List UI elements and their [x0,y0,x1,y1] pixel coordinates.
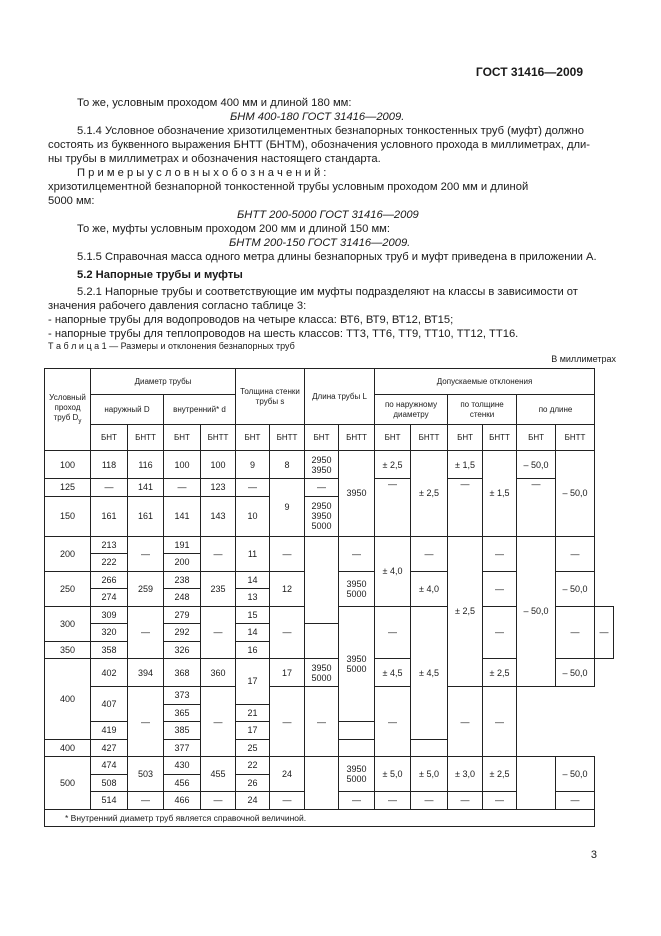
document-header: ГОСТ 31416—2009 [475,65,583,79]
designation-example: БНТТ 200-5000 ГОСТ 31416—2009 [237,209,419,221]
table-cell: 248 [164,589,201,607]
table-cell: 200 [45,536,91,571]
header-nominal-bore: Условный проход труб $D_у$ [45,369,91,451]
table-cell: 350 [45,641,91,659]
table-footnote: * Внутренний диаметр труб является справочной величиной. [45,809,595,826]
section-heading-5-2: 5.2 Напорные трубы и муфты [77,269,243,281]
header-bnt: БНТ [375,425,411,451]
table-cell: — [483,606,517,659]
table-cell: 213 [91,536,128,554]
table-cell: 419 [91,722,128,740]
header-wall-thickness: Толщина стенки трубы s [236,369,305,425]
table-cell: – 50,0 [556,757,595,792]
table-cell: 400 [45,659,91,740]
table-cell: — [91,479,128,497]
table-cell: 21 [236,704,270,722]
header-inner: внутренний* d [164,395,236,425]
table-cell: — [128,536,164,571]
table-cell: 368 [164,659,201,687]
table-cell: 24 [236,792,270,810]
table-cell: — [339,536,375,571]
table-cell: 250 [45,571,91,606]
table-cell: 402 [91,659,128,687]
table-cell: 3950 5000 [339,757,375,792]
table-cell [305,757,339,810]
header-bnt: БНТ [448,425,483,451]
table-cell: 279 [164,606,201,624]
table-cell: ± 5,0 [375,757,411,792]
header-pipe-length: Длина трубы L [305,369,375,425]
table-cell: — [201,687,236,757]
table-cell: – 50,0 [517,451,556,479]
table-cell: 141 [164,496,201,536]
table-cell: — [595,606,614,659]
table-cell: 12 [270,571,305,606]
table-cell: — [164,479,201,497]
table-cell: 116 [128,451,164,479]
table-cell: — [375,792,411,810]
header-bntt: БНТТ [483,425,517,451]
designation-example: БНТМ 200-150 ГОСТ 31416—2009. [229,237,411,249]
header-bnt: БНТ [91,425,128,451]
table-caption: Т а б л и ц а 1 — Размеры и отклонения безнапорных труб [48,341,295,351]
table-cell: 143 [201,496,236,536]
table-cell: — [305,479,339,497]
header-bntt: БНТТ [128,425,164,451]
table-cell: 259 [128,571,164,606]
table-cell: – 50,0 [517,536,556,687]
paragraph-line: ны трубы в миллиметрах и обозначения настоящего стандарта. [48,153,381,165]
table-cell: 14 [236,571,270,589]
table-cell: 26 [236,774,270,792]
paragraph-line: То же, условным проходом 400 мм и длиной 180 мм: [77,97,352,109]
header-bntt: БНТТ [339,425,375,451]
table-cell [339,739,375,757]
list-item: - напорные трубы для водопроводов на четыре класса: ВТ6, ВТ9, ВТ12, ВТ15; [48,314,454,326]
table-cell: — [483,792,517,810]
table-cell: — [411,536,448,571]
table-cell: — [375,687,411,757]
table-cell: 13 [236,589,270,607]
table-cell: 100 [164,451,201,479]
header-tolerances: Допускаемые отклонения [375,369,595,395]
pipe-dimensions-table [44,368,614,827]
table-cell: — [339,792,375,810]
table-cell: 200 [164,554,201,572]
table-cell: 10 [236,496,270,536]
header-tol-length: по длине [517,395,595,425]
table-cell: 118 [91,451,128,479]
table-cell: ± 2,5 [411,451,448,537]
header-tol-outer: по наружному диаметру [375,395,448,425]
table-cell: – 50,0 [556,659,595,687]
paragraph-line: хризотилцементной безнапорной тонкостенной трубы условным проходом 200 мм и длиной [48,181,529,193]
examples-heading: П р и м е р ы у с л о в н ы х о б о з н а ч е н и й : [77,167,327,179]
table-cell: — [270,687,305,757]
table-cell: 123 [201,479,236,497]
table-cell: 385 [164,722,201,740]
table-cell: — [305,687,339,757]
table-cell: 430 [164,757,201,775]
table-cell: 358 [91,641,128,659]
table-cell: — [411,792,448,810]
table-cell: — [448,479,483,537]
table-cell: 11 [236,536,270,571]
table-cell: 15 [236,606,270,624]
table-cell: 377 [164,739,201,757]
table-cell: 407 [91,687,128,722]
clause-5-1-5: 5.1.5 Справочная масса одного метра длины безнапорных труб и муфт приведена в приложении А. [77,251,597,263]
table-cell: — [201,792,236,810]
table-units: В миллиметрах [551,354,616,364]
table-cell: 17 [236,722,270,740]
table-cell: — [483,536,517,571]
table-cell: 16 [236,641,270,659]
table-cell: — [375,479,411,537]
table-cell: — [448,687,483,757]
table-cell: — [556,536,595,571]
table-cell: 238 [164,571,201,589]
table-cell: — [201,606,236,659]
table-cell: – 50,0 [556,451,595,537]
table-cell: 161 [128,496,164,536]
table-cell: 508 [91,774,128,792]
table-cell: — [448,792,483,810]
table-cell: — [128,792,164,810]
table-cell: ± 1,5 [483,451,517,537]
paragraph-line: значения рабочего давления согласно таблице 3: [48,300,307,312]
list-item: - напорные трубы для теплопроводов на шесть классов: ТТ3, ТТ6, ТТ9, ТТ10, ТТ12, ТТ16. [48,328,519,340]
table-cell: 24 [270,757,305,792]
table-cell: 274 [91,589,128,607]
table-cell: 466 [164,792,201,810]
table-cell: 3950 [339,451,375,537]
paragraph-line: состоять из буквенного выражения БНТТ (БНТМ), обозначения условного прохода в миллиметрах, дли- [48,139,590,151]
table-cell: ± 2,5 [448,536,483,687]
table-cell: 235 [201,571,236,606]
table-cell: 25 [236,739,270,757]
table-cell: 9 [236,451,270,479]
table-cell: ± 1,5 [448,451,483,479]
table-cell: ± 2,5 [375,451,411,479]
header-bnt: БНТ [305,425,339,451]
table-cell: 292 [164,624,201,642]
header-bntt: БНТТ [270,425,305,451]
table-cell: — [517,479,556,537]
table-cell: 141 [128,479,164,497]
table-cell: — [556,606,595,659]
table-cell: — [556,792,595,810]
table-cell: 8 [270,451,305,479]
table-cell: ± 5,0 [411,757,448,792]
table-cell: 320 [91,624,128,642]
table-cell: 503 [128,757,164,792]
table-cell: — [270,792,305,810]
header-bntt: БНТТ [201,425,236,451]
designation-example: БНМ 400-180 ГОСТ 31416—2009. [230,111,405,123]
table-cell: – 50,0 [556,571,595,606]
table-cell: 514 [91,792,128,810]
table-cell: 14 [236,624,270,642]
table-cell: — [236,479,270,497]
page-number: 3 [590,849,597,861]
table-cell: ± 4,0 [411,571,448,606]
table-cell: — [128,606,164,659]
table-cell: ± 4,0 [375,536,411,606]
table-cell: 9 [270,479,305,537]
table-cell: ± 2,5 [483,659,517,687]
table-cell: 3950 5000 [339,606,375,722]
header-bntt: БНТТ [556,425,595,451]
table-cell: 150 [45,496,91,536]
table-cell: ± 3,0 [448,757,483,792]
table-cell: 309 [91,606,128,624]
table-cell: 3950 5000 [305,659,339,687]
table-cell: 427 [91,739,128,757]
table-cell: — [483,571,517,606]
header-bnt: БНТ [164,425,201,451]
header-outer: наружный D [91,395,164,425]
table-cell: ± 2,5 [483,757,517,792]
table-cell: 300 [45,606,91,641]
header-pipe-diameter: Диаметр трубы [91,369,236,395]
table-cell [517,757,556,810]
table-cell: 3950 5000 [339,571,375,606]
table-cell: — [128,687,164,757]
table-cell: 100 [201,451,236,479]
table-cell: — [483,687,517,757]
table-cell: 17 [236,659,270,705]
clause-5-1-4: 5.1.4 Условное обозначение хризотилцементных безнапорных тонкостенных труб (муфт) должно [77,125,584,137]
table-cell: 400 [45,739,91,757]
table-cell: 2950 3950 5000 [305,496,339,536]
table-cell: — [270,536,305,571]
table-cell: ± 4,5 [411,606,448,739]
table-cell: 373 [164,687,201,705]
clause-5-2-1: 5.2.1 Напорные трубы и соответствующие им муфты подразделяют на классы в зависимости от [77,286,578,298]
paragraph-line: 5000 мм: [48,195,95,207]
table-cell: 161 [91,496,128,536]
table-cell: 474 [91,757,128,775]
table-cell: ± 4,5 [375,659,411,687]
table-cell: 365 [164,704,201,722]
table-cell: 2950 3950 [305,451,339,479]
table-cell: 326 [164,641,201,659]
table-cell: 100 [45,451,91,479]
table-cell: — [201,536,236,571]
table-cell: 360 [201,659,236,687]
table-cell: 266 [91,571,128,589]
table-cell: 500 [45,757,91,810]
table-cell: 394 [128,659,164,687]
table-cell: 125 [45,479,91,497]
header-tol-wall: по толщине стенки [448,395,517,425]
table-cell: 191 [164,536,201,554]
table-cell: 17 [270,659,305,687]
table-cell: 22 [236,757,270,775]
table-cell [305,536,339,624]
paragraph-line: То же, муфты условным проходом 200 мм и длиной 150 мм: [77,223,390,235]
table-cell: 222 [91,554,128,572]
table-cell: — [270,606,305,659]
table-cell: 456 [164,774,201,792]
table-cell: 455 [201,757,236,792]
table-cell: — [375,606,411,659]
header-bnt: БНТ [236,425,270,451]
header-bntt: БНТТ [411,425,448,451]
header-bnt: БНТ [517,425,556,451]
